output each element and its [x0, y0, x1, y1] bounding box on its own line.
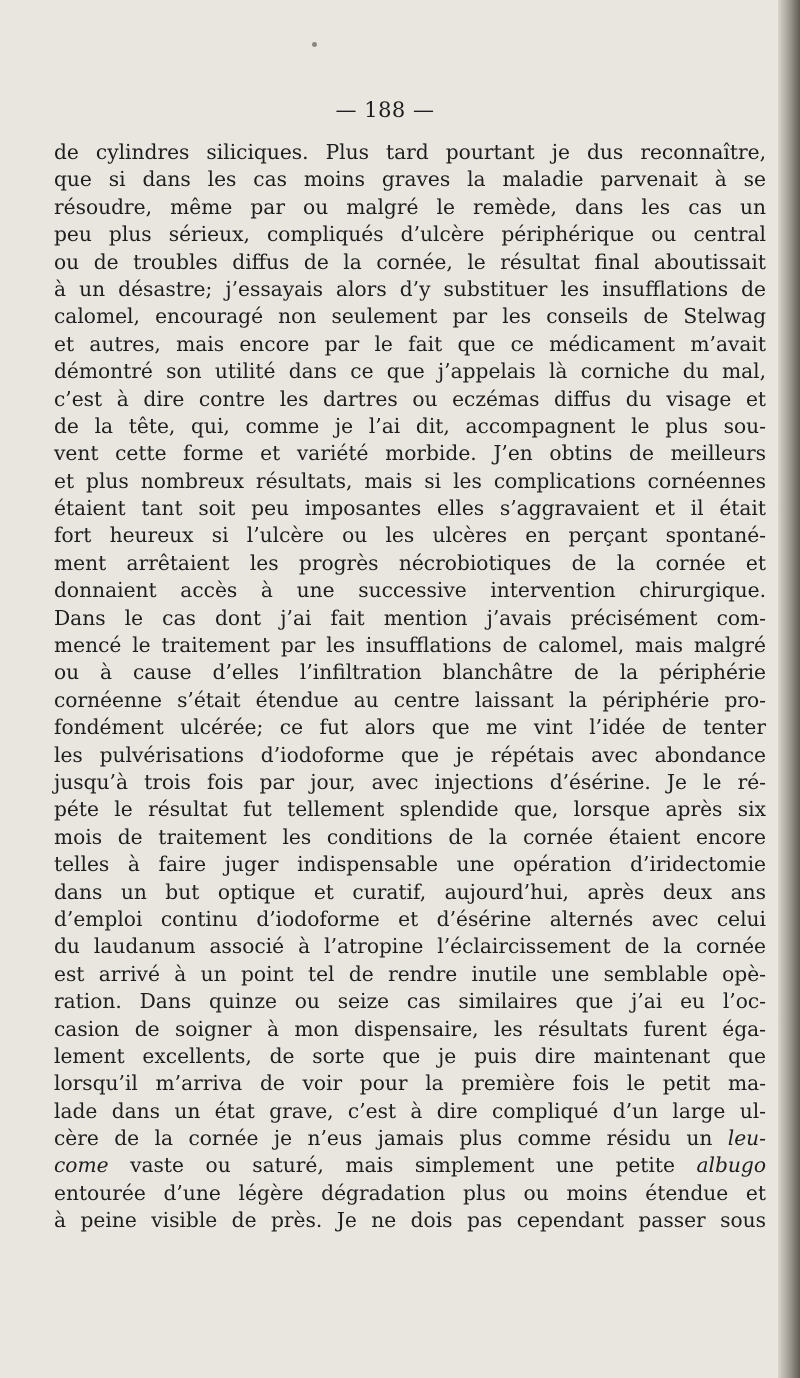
- text-line: fort heureux si l’ulcère ou les ulcères en perçant spontané-: [54, 523, 766, 548]
- text-line: [54, 1125, 766, 1152]
- text-line: du laudanum associé à l’atropine l’éclaircissement de la cornée: [54, 934, 766, 959]
- text-line: jusqu’à trois fois par jour, avec injections d’ésérine. Je le ré-: [54, 769, 766, 794]
- text-line: dans un but optique et curatif, aujourd’hui, après deux ans: [54, 879, 766, 904]
- text-line: de cylindres siliciques. Plus tard pourtant je dus reconnaître,: [54, 140, 766, 164]
- text-line: vent cette forme et variété morbide. J’en obtins de meilleurs: [54, 441, 766, 466]
- text-line: Dans le cas dont j’ai fait mention j’avais précisément com-: [54, 605, 766, 630]
- text-line: [54, 1152, 766, 1179]
- text-line: mois de traitement les conditions de la cornée étaient encore: [54, 824, 766, 849]
- italic-term-albugo: albugo: [696, 1153, 766, 1178]
- text-line: mencé le traitement par les insufflations de calomel, mais malgré: [54, 633, 766, 658]
- text-line: peu plus sérieux, compliqués d’ulcère périphérique ou central: [54, 222, 766, 247]
- text-line: ment arrêtaient les progrès nécrobiotiques de la cornée et: [54, 550, 766, 575]
- text-line: calomel, encouragé non seulement par les conseils de Stelwag: [54, 304, 766, 329]
- page-edge-shadow: [778, 0, 800, 1378]
- text-fragment: vaste ou saturé, mais simplement une petite: [108, 1153, 697, 1178]
- text-line: résoudre, même par ou malgré le remède, dans les cas un: [54, 194, 766, 219]
- text-line: casion de soigner à mon dispensaire, les résultats furent éga-: [54, 1016, 766, 1041]
- text-line: cornéenne s’était étendue au centre laissant la périphérie pro-: [54, 687, 766, 712]
- text-line: lade dans un état grave, c’est à dire compliqué d’un large ul-: [54, 1098, 766, 1123]
- body-text: [54, 139, 766, 1235]
- text-line: étaient tant soit peu imposantes elles s’aggravaient et il était: [54, 496, 766, 521]
- text-line: telles à faire juger indispensable une opération d’iridectomie: [54, 852, 766, 877]
- text-line: lorsqu’il m’arriva de voir pour la première fois le petit ma-: [54, 1071, 766, 1096]
- text-line: que si dans les cas moins graves la maladie parvenait à se: [54, 167, 766, 192]
- page-number: — 188 —: [335, 98, 435, 122]
- text-line: les pulvérisations d’iodoforme que je répétais avec abondance: [54, 742, 766, 767]
- text-line: donnaient accès à une successive intervention chirurgique.: [54, 578, 766, 603]
- text-line: à un désastre; j’essayais alors d’y substituer les insufflations de: [54, 276, 766, 301]
- text-line: démontré son utilité dans ce que j’appelais là corniche du mal,: [54, 359, 766, 384]
- text-line: ration. Dans quinze ou seize cas similaires que j’ai eu l’oc-: [54, 989, 766, 1014]
- italic-term-leucome-part1: leu-: [727, 1126, 766, 1151]
- text-line: entourée d’une légère dégradation plus ou moins étendue et: [54, 1180, 766, 1205]
- text-line: fondément ulcérée; ce fut alors que me vint l’idée de tenter: [54, 715, 766, 740]
- text-line: ou de troubles diffus de la cornée, le résultat final aboutissait: [54, 249, 766, 274]
- text-line: c’est à dire contre les dartres ou eczémas diffus du visage et: [54, 386, 766, 411]
- paper-speck: [312, 42, 317, 47]
- text-line: et plus nombreux résultats, mais si les complications cornéennes: [54, 468, 766, 493]
- text-line: péte le résultat fut tellement splendide que, lorsque après six: [54, 797, 766, 822]
- text-line: lement excellents, de sorte que je puis dire maintenant que: [54, 1043, 766, 1068]
- text-line: et autres, mais encore par le fait que ce médicament m’avait: [54, 331, 766, 356]
- text-line: de la tête, qui, comme je l’ai dit, accompagnent le plus sou-: [54, 413, 766, 438]
- text-fragment: cère de la cornée je n’eus jamais plus comme résidu un: [54, 1126, 713, 1151]
- text-line: d’emploi continu d’iodoforme et d’ésérine alternés avec celui: [54, 906, 766, 931]
- text-line: ou à cause d’elles l’infiltration blanchâtre de la périphérie: [54, 660, 766, 685]
- italic-term-leucome-part2: come: [54, 1153, 109, 1178]
- text-line: à peine visible de près. Je ne dois pas cependant passer sous: [54, 1208, 766, 1233]
- text-line: est arrivé à un point tel de rendre inutile une semblable opè-: [54, 961, 766, 986]
